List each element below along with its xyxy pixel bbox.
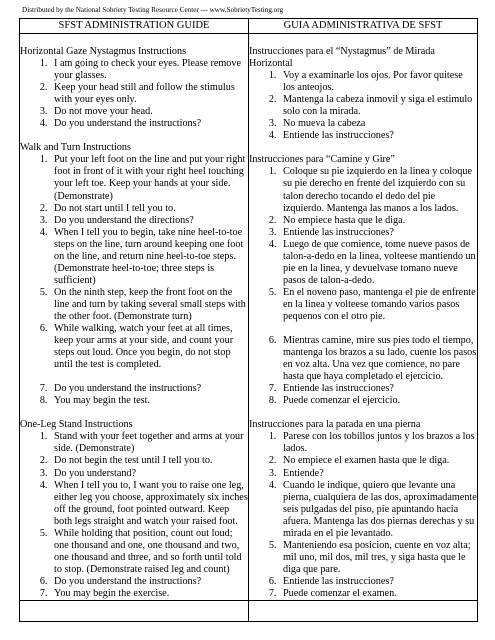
section-title: One-Leg Stand Instructions	[20, 419, 133, 431]
list-item: 4. When I tell you to begin, take nine heel-to-toe steps on the line, turn around keeping one foot on the line, and return nine heel-to-toe steps. (Demonstrate heel-to-toe; three steps is sufficient)	[50, 227, 248, 287]
english-column	[20, 34, 249, 601]
list-item: 4. Luego de que comience, tome nueve pasos de talon-a-dedo en la linea, volteese mantiendo un pie en la linea, y devuelvase tomano nueve pasos de talon-a-dedo.	[279, 239, 477, 287]
list-item: 3. No mueva la cabeza	[279, 118, 477, 130]
section-title: Instrucciones para la parada en una pierna	[249, 419, 421, 431]
instruction-list	[249, 431, 477, 600]
list-item: 1. Coloque su pie izquierdo en la linea y coloque su pie derecho en frente del izquierdo con su talon derecho tocando el dedo del pie izquierdo. Mantenga las manos a los lados.	[279, 166, 477, 214]
section-title: Instrucciones para el “Nystagmus” de Mirada Horizontal	[249, 46, 435, 70]
list-item: 8. You may begin the test.	[50, 395, 248, 407]
instruction-list	[20, 154, 248, 407]
list-item: 6. Do you understand the instructions?	[50, 576, 248, 588]
list-item: 2. Mantenga la cabeza inmovil y siga el estimulo solo con la mirada.	[279, 94, 477, 118]
instruction-list	[249, 70, 477, 142]
list-item: 4. Entiende las instrucciones?	[279, 130, 477, 142]
instruction-list	[20, 431, 248, 600]
section-title: Walk and Turn Instructions	[20, 142, 131, 154]
list-item: 7. Do you understand the instructions?	[50, 383, 248, 395]
ols-section-es	[249, 419, 477, 600]
list-item: 6. While walking, watch your feet at all times, keep your arms at your side, and count your steps out loud. Once you begin, do not stop until the test is completed.	[50, 323, 248, 371]
list-item: 5. Manteniendo esa posicion, cuente en voz alta; mil uno, mil dos, mil tres, y siga hasta que le diga que pare.	[279, 540, 477, 576]
section-title: Horizontal Gaze Nystagmus Instructions	[20, 46, 187, 57]
list-item: 6. Mientras camine, mire sus pies todo el tiempo, mantenga los brazos a su lado, cuente los pasos en voz alta. Una vez que comience, no pare hasta que haya completado el ejercicio.	[279, 335, 477, 383]
list-item: 5. On the ninth step, keep the front foot on the line and turn by taking several small steps with the other foot. (Demonstrate turn)	[50, 287, 248, 323]
list-item: 5. En el noveno paso, mantenga el pie de enfrente en la linea y volteese tomando varios pasos pequenos con el otro pie.	[279, 287, 477, 323]
list-item: 2. Do not start until I tell you to.	[50, 203, 248, 215]
ols-section-en	[20, 419, 248, 600]
list-item: 3. Do you understand?	[50, 468, 248, 480]
section-title: Instrucciones para “Camine y Gire”	[249, 154, 395, 166]
wat-section-es	[249, 154, 477, 407]
list-item: 7. Puede comenzar el examen.	[279, 588, 477, 600]
right-column-title: GUIA ADMINISTRATIVA DE SFST	[249, 19, 478, 34]
list-item: 1. Voy a examinarle los ojos. Por favor quitese los anteojos.	[279, 70, 477, 94]
list-item: 7. You may begin the exercise.	[50, 588, 248, 600]
list-item: 1. Put your left foot on the line and put your right foot in front of it with your right heel touching your left toe. Keep your hands at your side. (Demonstrate)	[50, 154, 248, 202]
list-item: 2. No empiece hasta que le diga.	[279, 215, 477, 227]
list-item: 3. Entiende las instrucciones?	[279, 227, 477, 239]
instruction-list	[20, 58, 248, 130]
list-item: 3. Do you understand the directions?	[50, 215, 248, 227]
list-item: 7. Entiende las instrucciones?	[279, 383, 477, 395]
distribution-header: Distributed by the National Sobriety Testing Resource Center --- www.SobrietyTesting.org	[22, 6, 284, 14]
list-item: 2. Keep your head still and follow the stimulus with your eyes only.	[50, 82, 248, 106]
list-item: 4. When I tell you to, I want you to raise one leg, either leg you choose, approximately six inches off the ground, foot pointed outward. Keep both legs straight and watch your raised foot.	[50, 480, 248, 528]
list-item: 8. Puede comenzar el ejercicio.	[279, 395, 477, 407]
list-item: 5. While holding that position, count out loud; one thousand and one, one thousand and two, one thousand and three, and so forth until told to stop. (Demonstrate raised leg and count)	[50, 528, 248, 576]
right-bottom-cell	[249, 601, 478, 622]
list-item: 3. Entiende?	[279, 468, 477, 480]
wat-section-en	[20, 142, 248, 407]
list-item: 4. Do you understand the instructions?	[50, 118, 248, 130]
list-item: 1. I am going to check your eyes. Please remove your glasses.	[50, 58, 248, 82]
list-item: 2. No empiece el examen hasta que le diga.	[279, 455, 477, 467]
hgn-section-es	[249, 46, 477, 142]
list-item: 2. Do not begin the test until I tell you to.	[50, 455, 248, 467]
list-item: 3. Do not move your head.	[50, 106, 248, 118]
instruction-list	[249, 166, 477, 407]
left-column-title: SFST ADMINISTRATION GUIDE	[20, 19, 249, 34]
list-item: 6. Entiende las instrucciones?	[279, 576, 477, 588]
list-item: 1. Parese con los tobillos juntos y los brazos a los lados.	[279, 431, 477, 455]
spanish-column	[249, 34, 478, 601]
list-item: 4. Cuando le indique, quiero que levante una pierna, cualquiera de las dos, aproximadamente seis pulgadas del piso, pie apuntando hacia afuera. Mantenga las dos piernas derechas y su mirada en el pie levantado.	[279, 480, 477, 540]
list-item: 1. Stand with your feet together and arms at your side. (Demonstrate)	[50, 431, 248, 455]
left-bottom-cell	[20, 601, 249, 622]
sfst-guide-table	[19, 18, 478, 622]
hgn-section-en	[20, 46, 248, 130]
